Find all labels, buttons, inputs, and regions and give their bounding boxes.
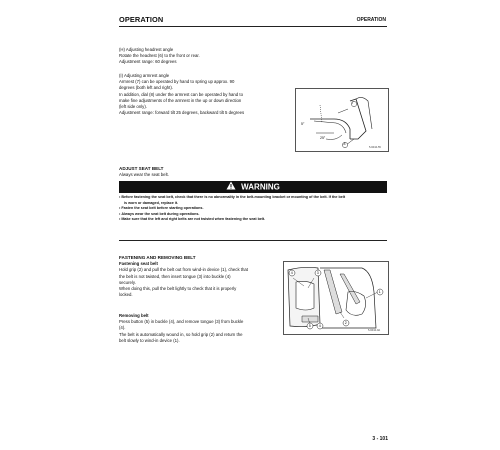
warning-banner: [119, 181, 387, 193]
page-header-right: OPERATION: [356, 17, 386, 23]
fig2-callout-2: 2: [344, 320, 347, 325]
remove-line: The belt is automatically wound in, so hold grip (2) and return the: [119, 331, 243, 337]
fig1-code: 5-9044-55: [369, 146, 381, 149]
fig2-callout-4b: 4: [318, 323, 321, 328]
fig1-callout-7: 7: [351, 100, 354, 105]
fasten-line: securely.: [119, 279, 136, 285]
fasten-line: When doing this, pull the belt lightly to check that it is properly: [119, 286, 237, 292]
warning-divider: [119, 240, 387, 241]
fig2-code: 5-9044-9A: [368, 329, 381, 332]
warning-bullets: [119, 195, 345, 223]
fig2-callout-1: 1: [378, 289, 381, 294]
warning-triangle-icon: [226, 181, 236, 194]
fasten-title: FASTENING AND REMOVING BELT: [119, 255, 196, 260]
remove-line: (4).: [119, 325, 126, 331]
fasten-section: [119, 255, 248, 298]
seatbelt-illustration: [284, 262, 388, 334]
fig2-callout-5: 5: [308, 323, 311, 328]
seatbelt-line: Always wear the seat belt.: [119, 172, 169, 178]
page-header-left: OPERATION: [119, 15, 164, 24]
armrest-line: In addition, dial (8) under the armrest can be operated by hand to: [119, 91, 243, 97]
fasten-line: the belt is not twisted, then insert tongue (3) into buckle (4): [119, 273, 231, 279]
headrest-title: (H) Adjusting headrest angle: [119, 47, 174, 52]
warning-title: WARNING: [241, 182, 280, 192]
header-divider: [119, 26, 387, 27]
fasten-subtitle: Fastening seat belt: [119, 261, 158, 267]
seatbelt-figure: [283, 261, 389, 335]
armrest-line: Adjustment range: forward tilt 25 degrees, backward tilt 5 degrees: [119, 110, 245, 116]
armrest-line: degrees (both left and right).: [119, 85, 173, 91]
headrest-line: Adjustment range: 60 degrees: [119, 59, 177, 65]
fig1-callout-8: 8: [343, 141, 346, 146]
fig1-angle-5: 5°: [301, 122, 305, 126]
fasten-line: locked.: [119, 292, 133, 298]
armrest-title: (I) Adjusting armrest angle: [119, 73, 170, 78]
warning-bullet: is worn or damaged, replace it.: [124, 200, 179, 205]
fig2-callout-4: 4: [290, 270, 293, 275]
warning-bullet: • Fasten the seat belt before starting operations.: [119, 206, 204, 211]
remove-section: [119, 313, 243, 344]
fig2-callout-3: 3: [316, 270, 319, 275]
warning-bullet: • Make sure that the left and right belts are not twisted when fastening the seat belt.: [119, 217, 266, 222]
remove-title: Removing belt: [119, 313, 149, 318]
seatbelt-title: ADJUST SEAT BELT: [119, 166, 164, 171]
armrest-illustration: [296, 89, 388, 151]
warning-bullet: • Always wear the seat belt during operations.: [119, 211, 200, 216]
armrest-figure: [295, 88, 389, 152]
warning-bullet: • Before fastening the seat belt, check that there is no abnormality in the belt-mounting bracket or mounting of the belt. If the belt: [119, 195, 346, 199]
remove-line: Press button (5) in buckle (4), and remove tongue (3) from buckle: [119, 319, 244, 325]
armrest-line: make fine adjustments of the armrest in the up or down direction: [119, 97, 242, 103]
remove-line: belt slowly to wind-in device (1).: [119, 337, 180, 343]
headrest-section: [119, 47, 200, 66]
armrest-line: (left side only).: [119, 104, 147, 110]
headrest-line: Rotate the headrest (6) to the front or rear.: [119, 53, 200, 59]
fig1-angle-25: 25°: [320, 136, 326, 140]
armrest-section: [119, 73, 244, 116]
page-number: 3 - 101: [372, 436, 388, 442]
seatbelt-section: [119, 166, 169, 178]
armrest-line: Armrest (7) can be operated by hand to spring up approx. 90: [119, 79, 235, 85]
fasten-line: Hold grip (2) and pull the belt out from wind-in device (1), check that: [119, 267, 248, 273]
